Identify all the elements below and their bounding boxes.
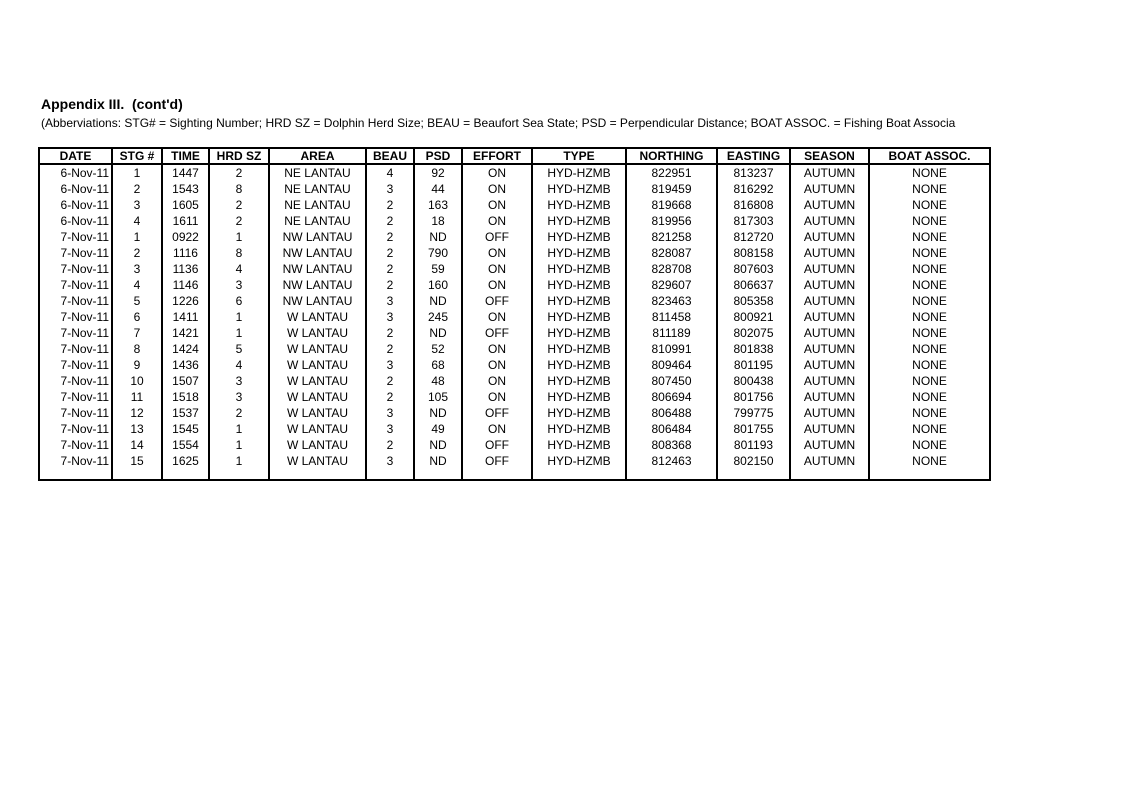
cell-effort: ON	[462, 213, 532, 229]
cell-boat-assoc: NONE	[869, 277, 990, 293]
cell-date: 7-Nov-11	[39, 453, 112, 469]
cell-stg: 2	[112, 245, 162, 261]
abbreviations-note: (Abberviations: STG# = Sighting Number; HRD SZ = Dolphin Herd Size; BEAU = Beaufort Sea State; PSD = Perpendicular Distance; BOAT ASSOC. = Fishing Boat Associa	[41, 116, 956, 130]
cell-boat-assoc: NONE	[869, 405, 990, 421]
cell-psd: ND	[414, 229, 462, 245]
cell-effort: OFF	[462, 293, 532, 309]
cell-psd: ND	[414, 437, 462, 453]
cell-beau: 2	[366, 341, 414, 357]
cell-boat-assoc: NONE	[869, 453, 990, 469]
cell-stg: 7	[112, 325, 162, 341]
cell-stg: 1	[112, 164, 162, 181]
cell-northing: 821258	[626, 229, 717, 245]
cell-season: AUTUMN	[790, 421, 869, 437]
cell-type: HYD-HZMB	[532, 229, 626, 245]
cell-beau: 3	[366, 357, 414, 373]
cell-season: AUTUMN	[790, 405, 869, 421]
cell-boat-assoc: NONE	[869, 181, 990, 197]
table-row	[39, 373, 990, 389]
cell-area: NE LANTAU	[269, 164, 366, 181]
cell-effort: ON	[462, 389, 532, 405]
empty-cell	[366, 469, 414, 480]
column-header-hrd-sz: HRD SZ	[209, 148, 269, 164]
cell-effort: ON	[462, 309, 532, 325]
page-title: Appendix III. (cont'd)	[41, 96, 183, 112]
cell-stg: 1	[112, 229, 162, 245]
cell-effort: ON	[462, 245, 532, 261]
cell-northing: 807450	[626, 373, 717, 389]
cell-psd: 68	[414, 357, 462, 373]
cell-beau: 2	[366, 373, 414, 389]
cell-northing: 828087	[626, 245, 717, 261]
cell-type: HYD-HZMB	[532, 325, 626, 341]
cell-season: AUTUMN	[790, 357, 869, 373]
cell-stg: 5	[112, 293, 162, 309]
cell-hrd-sz: 1	[209, 309, 269, 325]
column-header-boat-assoc: BOAT ASSOC.	[869, 148, 990, 164]
cell-hrd-sz: 8	[209, 245, 269, 261]
cell-effort: ON	[462, 357, 532, 373]
cell-easting: 812720	[717, 229, 790, 245]
cell-time: 1447	[162, 164, 209, 181]
table-row	[39, 229, 990, 245]
cell-easting: 801193	[717, 437, 790, 453]
cell-area: W LANTAU	[269, 309, 366, 325]
cell-hrd-sz: 1	[209, 453, 269, 469]
table-row	[39, 309, 990, 325]
cell-type: HYD-HZMB	[532, 277, 626, 293]
cell-type: HYD-HZMB	[532, 389, 626, 405]
cell-season: AUTUMN	[790, 261, 869, 277]
cell-effort: OFF	[462, 325, 532, 341]
cell-season: AUTUMN	[790, 245, 869, 261]
cell-stg: 14	[112, 437, 162, 453]
cell-area: W LANTAU	[269, 325, 366, 341]
cell-date: 6-Nov-11	[39, 181, 112, 197]
table-row	[39, 197, 990, 213]
cell-northing: 829607	[626, 277, 717, 293]
table-row	[39, 293, 990, 309]
cell-psd: 52	[414, 341, 462, 357]
cell-easting: 813237	[717, 164, 790, 181]
cell-area: W LANTAU	[269, 421, 366, 437]
cell-time: 1116	[162, 245, 209, 261]
column-header-area: AREA	[269, 148, 366, 164]
cell-date: 7-Nov-11	[39, 421, 112, 437]
cell-northing: 808368	[626, 437, 717, 453]
cell-northing: 822951	[626, 164, 717, 181]
empty-cell	[790, 469, 869, 480]
cell-northing: 811458	[626, 309, 717, 325]
cell-psd: 105	[414, 389, 462, 405]
cell-easting: 808158	[717, 245, 790, 261]
cell-psd: 44	[414, 181, 462, 197]
empty-cell	[626, 469, 717, 480]
cell-hrd-sz: 4	[209, 261, 269, 277]
cell-psd: 18	[414, 213, 462, 229]
cell-beau: 2	[366, 325, 414, 341]
cell-stg: 12	[112, 405, 162, 421]
table-row	[39, 341, 990, 357]
empty-cell	[462, 469, 532, 480]
cell-date: 7-Nov-11	[39, 325, 112, 341]
cell-boat-assoc: NONE	[869, 245, 990, 261]
cell-effort: ON	[462, 261, 532, 277]
cell-northing: 819668	[626, 197, 717, 213]
column-header-psd: PSD	[414, 148, 462, 164]
cell-beau: 3	[366, 453, 414, 469]
column-header-season: SEASON	[790, 148, 869, 164]
cell-type: HYD-HZMB	[532, 213, 626, 229]
column-header-beau: BEAU	[366, 148, 414, 164]
column-header-date: DATE	[39, 148, 112, 164]
cell-type: HYD-HZMB	[532, 309, 626, 325]
cell-northing: 811189	[626, 325, 717, 341]
table-body	[39, 164, 990, 480]
cell-season: AUTUMN	[790, 293, 869, 309]
cell-type: HYD-HZMB	[532, 197, 626, 213]
cell-time: 1507	[162, 373, 209, 389]
cell-date: 6-Nov-11	[39, 213, 112, 229]
cell-boat-assoc: NONE	[869, 389, 990, 405]
cell-stg: 6	[112, 309, 162, 325]
cell-psd: 163	[414, 197, 462, 213]
cell-hrd-sz: 5	[209, 341, 269, 357]
cell-effort: OFF	[462, 405, 532, 421]
cell-easting: 801755	[717, 421, 790, 437]
cell-hrd-sz: 1	[209, 421, 269, 437]
cell-effort: ON	[462, 277, 532, 293]
cell-northing: 812463	[626, 453, 717, 469]
cell-psd: ND	[414, 405, 462, 421]
cell-stg: 3	[112, 197, 162, 213]
empty-cell	[532, 469, 626, 480]
cell-time: 1146	[162, 277, 209, 293]
cell-stg: 9	[112, 357, 162, 373]
cell-boat-assoc: NONE	[869, 164, 990, 181]
cell-stg: 2	[112, 181, 162, 197]
cell-type: HYD-HZMB	[532, 357, 626, 373]
cell-time: 1136	[162, 261, 209, 277]
cell-time: 1625	[162, 453, 209, 469]
cell-date: 7-Nov-11	[39, 357, 112, 373]
column-header-effort: EFFORT	[462, 148, 532, 164]
cell-northing: 810991	[626, 341, 717, 357]
cell-beau: 2	[366, 245, 414, 261]
cell-beau: 3	[366, 309, 414, 325]
cell-easting: 802150	[717, 453, 790, 469]
cell-season: AUTUMN	[790, 389, 869, 405]
cell-area: NE LANTAU	[269, 197, 366, 213]
cell-hrd-sz: 3	[209, 373, 269, 389]
cell-date: 7-Nov-11	[39, 245, 112, 261]
cell-northing: 806484	[626, 421, 717, 437]
empty-cell	[269, 469, 366, 480]
cell-season: AUTUMN	[790, 181, 869, 197]
table-row	[39, 261, 990, 277]
cell-type: HYD-HZMB	[532, 245, 626, 261]
cell-northing: 819956	[626, 213, 717, 229]
cell-date: 7-Nov-11	[39, 437, 112, 453]
cell-northing: 806694	[626, 389, 717, 405]
cell-type: HYD-HZMB	[532, 164, 626, 181]
cell-northing: 828708	[626, 261, 717, 277]
table-row	[39, 181, 990, 197]
cell-easting: 807603	[717, 261, 790, 277]
table-header-row	[39, 148, 990, 164]
cell-effort: ON	[462, 181, 532, 197]
cell-time: 1554	[162, 437, 209, 453]
cell-hrd-sz: 2	[209, 164, 269, 181]
column-header-stg: STG #	[112, 148, 162, 164]
cell-beau: 2	[366, 261, 414, 277]
cell-season: AUTUMN	[790, 373, 869, 389]
cell-area: W LANTAU	[269, 341, 366, 357]
cell-area: W LANTAU	[269, 389, 366, 405]
cell-date: 7-Nov-11	[39, 309, 112, 325]
cell-hrd-sz: 2	[209, 197, 269, 213]
table-row	[39, 357, 990, 373]
cell-type: HYD-HZMB	[532, 341, 626, 357]
cell-beau: 2	[366, 229, 414, 245]
cell-easting: 816808	[717, 197, 790, 213]
table-row	[39, 421, 990, 437]
cell-time: 0922	[162, 229, 209, 245]
cell-boat-assoc: NONE	[869, 229, 990, 245]
cell-type: HYD-HZMB	[532, 421, 626, 437]
table-row	[39, 453, 990, 469]
cell-boat-assoc: NONE	[869, 293, 990, 309]
cell-hrd-sz: 2	[209, 405, 269, 421]
cell-type: HYD-HZMB	[532, 453, 626, 469]
cell-effort: ON	[462, 164, 532, 181]
cell-psd: 92	[414, 164, 462, 181]
cell-psd: 59	[414, 261, 462, 277]
cell-stg: 11	[112, 389, 162, 405]
cell-type: HYD-HZMB	[532, 405, 626, 421]
cell-season: AUTUMN	[790, 325, 869, 341]
cell-area: NW LANTAU	[269, 277, 366, 293]
cell-stg: 4	[112, 277, 162, 293]
empty-cell	[414, 469, 462, 480]
cell-time: 1611	[162, 213, 209, 229]
cell-effort: ON	[462, 341, 532, 357]
table-row	[39, 245, 990, 261]
cell-easting: 801756	[717, 389, 790, 405]
cell-type: HYD-HZMB	[532, 373, 626, 389]
cell-time: 1421	[162, 325, 209, 341]
cell-effort: OFF	[462, 453, 532, 469]
cell-type: HYD-HZMB	[532, 261, 626, 277]
cell-type: HYD-HZMB	[532, 181, 626, 197]
cell-psd: 245	[414, 309, 462, 325]
empty-cell	[39, 469, 112, 480]
table-row	[39, 325, 990, 341]
cell-time: 1537	[162, 405, 209, 421]
cell-boat-assoc: NONE	[869, 373, 990, 389]
cell-easting: 817303	[717, 213, 790, 229]
cell-date: 7-Nov-11	[39, 389, 112, 405]
cell-stg: 15	[112, 453, 162, 469]
cell-season: AUTUMN	[790, 437, 869, 453]
cell-date: 7-Nov-11	[39, 373, 112, 389]
cell-northing: 819459	[626, 181, 717, 197]
empty-cell	[112, 469, 162, 480]
cell-psd: 48	[414, 373, 462, 389]
empty-cell	[209, 469, 269, 480]
cell-boat-assoc: NONE	[869, 261, 990, 277]
cell-hrd-sz: 1	[209, 229, 269, 245]
cell-easting: 816292	[717, 181, 790, 197]
cell-hrd-sz: 1	[209, 437, 269, 453]
cell-date: 6-Nov-11	[39, 197, 112, 213]
cell-easting: 800921	[717, 309, 790, 325]
cell-beau: 2	[366, 277, 414, 293]
cell-date: 7-Nov-11	[39, 229, 112, 245]
cell-psd: 160	[414, 277, 462, 293]
cell-psd: 790	[414, 245, 462, 261]
table-row	[39, 405, 990, 421]
cell-northing: 806488	[626, 405, 717, 421]
cell-hrd-sz: 6	[209, 293, 269, 309]
cell-effort: ON	[462, 421, 532, 437]
cell-effort: OFF	[462, 437, 532, 453]
cell-area: NW LANTAU	[269, 229, 366, 245]
table-row	[39, 437, 990, 453]
column-header-easting: EASTING	[717, 148, 790, 164]
cell-beau: 3	[366, 293, 414, 309]
cell-area: W LANTAU	[269, 405, 366, 421]
cell-season: AUTUMN	[790, 229, 869, 245]
cell-area: NW LANTAU	[269, 293, 366, 309]
cell-date: 7-Nov-11	[39, 405, 112, 421]
cell-hrd-sz: 2	[209, 213, 269, 229]
cell-stg: 8	[112, 341, 162, 357]
cell-easting: 801195	[717, 357, 790, 373]
table-row	[39, 213, 990, 229]
cell-area: W LANTAU	[269, 453, 366, 469]
cell-northing: 823463	[626, 293, 717, 309]
cell-stg: 3	[112, 261, 162, 277]
cell-season: AUTUMN	[790, 164, 869, 181]
cell-easting: 801838	[717, 341, 790, 357]
cell-beau: 2	[366, 197, 414, 213]
cell-time: 1424	[162, 341, 209, 357]
cell-easting: 799775	[717, 405, 790, 421]
cell-date: 6-Nov-11	[39, 164, 112, 181]
cell-hrd-sz: 4	[209, 357, 269, 373]
empty-cell	[717, 469, 790, 480]
cell-date: 7-Nov-11	[39, 277, 112, 293]
cell-easting: 802075	[717, 325, 790, 341]
cell-time: 1545	[162, 421, 209, 437]
cell-easting: 800438	[717, 373, 790, 389]
cell-time: 1436	[162, 357, 209, 373]
cell-date: 7-Nov-11	[39, 261, 112, 277]
table-spacer-row	[39, 469, 990, 480]
cell-boat-assoc: NONE	[869, 341, 990, 357]
cell-effort: ON	[462, 373, 532, 389]
cell-stg: 4	[112, 213, 162, 229]
cell-beau: 2	[366, 389, 414, 405]
cell-hrd-sz: 3	[209, 389, 269, 405]
cell-time: 1543	[162, 181, 209, 197]
column-header-time: TIME	[162, 148, 209, 164]
cell-effort: OFF	[462, 229, 532, 245]
cell-boat-assoc: NONE	[869, 421, 990, 437]
cell-area: NW LANTAU	[269, 261, 366, 277]
cell-easting: 805358	[717, 293, 790, 309]
cell-psd: 49	[414, 421, 462, 437]
cell-beau: 3	[366, 181, 414, 197]
cell-easting: 806637	[717, 277, 790, 293]
table-row	[39, 164, 990, 181]
cell-time: 1411	[162, 309, 209, 325]
cell-area: NE LANTAU	[269, 181, 366, 197]
cell-beau: 3	[366, 405, 414, 421]
cell-hrd-sz: 8	[209, 181, 269, 197]
empty-cell	[869, 469, 990, 480]
cell-effort: ON	[462, 197, 532, 213]
cell-boat-assoc: NONE	[869, 325, 990, 341]
cell-hrd-sz: 1	[209, 325, 269, 341]
cell-season: AUTUMN	[790, 309, 869, 325]
cell-area: W LANTAU	[269, 437, 366, 453]
cell-season: AUTUMN	[790, 197, 869, 213]
cell-boat-assoc: NONE	[869, 213, 990, 229]
cell-beau: 4	[366, 164, 414, 181]
cell-time: 1605	[162, 197, 209, 213]
empty-cell	[162, 469, 209, 480]
cell-season: AUTUMN	[790, 453, 869, 469]
cell-boat-assoc: NONE	[869, 309, 990, 325]
cell-area: NW LANTAU	[269, 245, 366, 261]
cell-stg: 10	[112, 373, 162, 389]
cell-northing: 809464	[626, 357, 717, 373]
cell-season: AUTUMN	[790, 213, 869, 229]
cell-type: HYD-HZMB	[532, 437, 626, 453]
cell-time: 1518	[162, 389, 209, 405]
cell-date: 7-Nov-11	[39, 293, 112, 309]
cell-type: HYD-HZMB	[532, 293, 626, 309]
cell-psd: ND	[414, 453, 462, 469]
cell-hrd-sz: 3	[209, 277, 269, 293]
table-row	[39, 389, 990, 405]
cell-beau: 3	[366, 421, 414, 437]
cell-area: NE LANTAU	[269, 213, 366, 229]
cell-psd: ND	[414, 293, 462, 309]
cell-season: AUTUMN	[790, 277, 869, 293]
cell-boat-assoc: NONE	[869, 197, 990, 213]
cell-boat-assoc: NONE	[869, 357, 990, 373]
cell-stg: 13	[112, 421, 162, 437]
cell-psd: ND	[414, 325, 462, 341]
column-header-type: TYPE	[532, 148, 626, 164]
table-row	[39, 277, 990, 293]
cell-area: W LANTAU	[269, 373, 366, 389]
cell-beau: 2	[366, 437, 414, 453]
cell-area: W LANTAU	[269, 357, 366, 373]
cell-date: 7-Nov-11	[39, 341, 112, 357]
cell-boat-assoc: NONE	[869, 437, 990, 453]
cell-season: AUTUMN	[790, 341, 869, 357]
cell-beau: 2	[366, 213, 414, 229]
sightings-table	[38, 147, 991, 481]
column-header-northing: NORTHING	[626, 148, 717, 164]
cell-time: 1226	[162, 293, 209, 309]
